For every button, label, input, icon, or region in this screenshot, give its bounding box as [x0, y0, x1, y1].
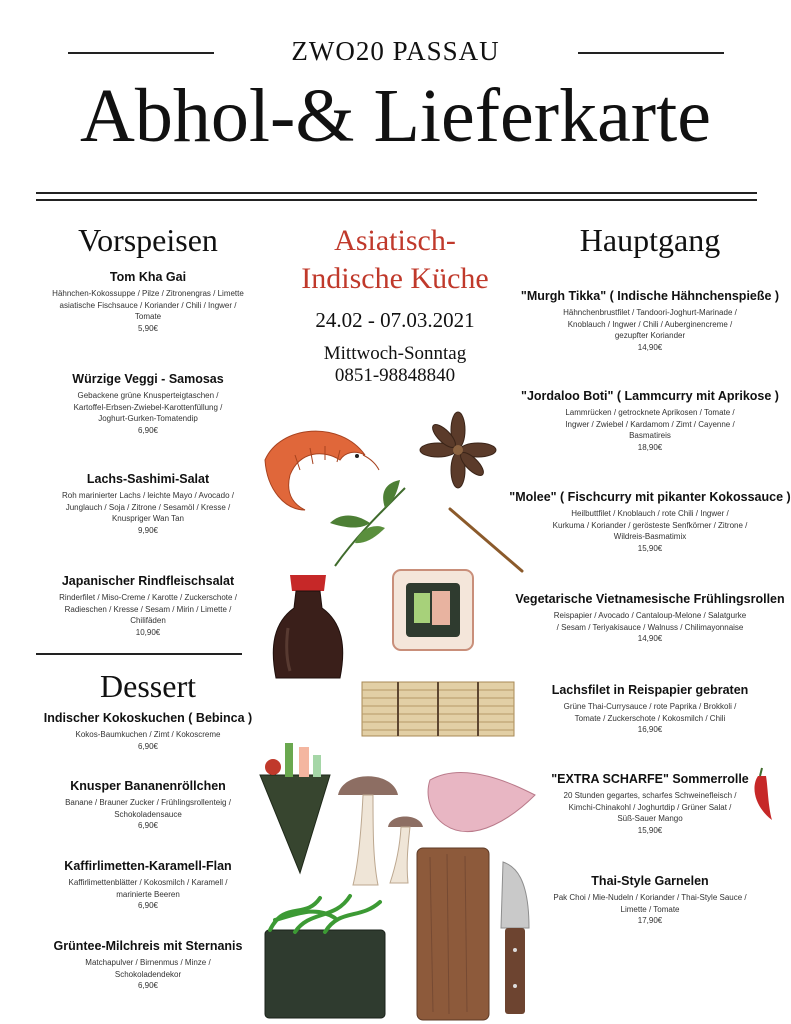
item-name: "Murgh Tikka" ( Indische Hähnchenspieße )	[520, 289, 780, 303]
item-name: Lachs-Sashimi-Salat	[86, 472, 210, 486]
item-price: 17,90€	[637, 916, 663, 925]
dessert-item	[28, 779, 268, 832]
item-desc: Chilifäden	[130, 616, 166, 625]
item-desc: / Sesam / Teriyakisauce / Walnuss / Chilimayonnaise	[556, 622, 744, 632]
item-desc: 20 Stunden gegartes, scharfes Schweinefleisch /	[563, 791, 737, 800]
item-desc: Kurkuma / Koriander / gerösteste Senfkörner / Zitrone /	[552, 520, 748, 530]
temaki-illustration	[255, 735, 335, 875]
dessert-item	[28, 711, 268, 752]
brand-name: ZWO20 PASSAU	[291, 36, 500, 66]
main-item	[508, 389, 791, 453]
dessert-item	[28, 859, 268, 912]
item-price: 5,90€	[137, 323, 159, 333]
item-desc: Schokoladensauce	[114, 809, 182, 819]
item-desc: Schokoladendekor	[114, 969, 182, 979]
seaweed-salad-illustration	[255, 890, 395, 1020]
item-name: Kaffirlimetten-Karamell-Flan	[64, 859, 232, 873]
item-name: Thai-Style Garnelen	[591, 874, 709, 888]
item-desc: Kartoffel-Erbsen-Zwiebel-Karottenfüllung /	[73, 402, 223, 412]
item-name: Grüntee-Milchreis mit Sternanis	[53, 939, 243, 953]
item-name: Knusper Bananenröllchen	[70, 779, 226, 793]
item-desc: Pak Choi / Mie-Nudeln / Koriander / Thai-Style Sauce /	[553, 893, 747, 902]
item-desc: Limette / Tomate	[620, 904, 680, 914]
starters-title: Vorspeisen	[78, 222, 218, 258]
item-desc: Tomate / Zuckerschote / Kokosmilch / Chili	[574, 713, 726, 723]
cuisine-title-line1: Asiatisch-	[334, 224, 456, 257]
item-desc: Matchapulver / Birnenmus / Minze /	[85, 958, 211, 967]
item-desc: Knoblauch / Ingwer / Chili / Auberginencreme /	[567, 319, 733, 329]
garlic-clove-illustration	[425, 765, 537, 845]
item-desc: Rinderfilet / Miso-Creme / Karotte / Zuckerschote /	[59, 593, 237, 602]
soy-sauce-bottle-illustration	[268, 573, 348, 683]
item-name: Vegetarische Vietnamesische Frühlingsrollen	[515, 592, 785, 606]
starter-item	[28, 270, 268, 334]
item-desc: Kimchi-Chinakohl / Joghurtdip / Grüner Salat /	[568, 802, 732, 812]
item-desc: Grüne Thai-Currysauce / rote Paprika / Brokkoli /	[563, 702, 737, 711]
main-item	[508, 490, 791, 554]
center-info	[260, 222, 530, 387]
starter-item	[28, 372, 268, 436]
item-desc: Ingwer / Zwiebel / Kardamom / Zimt / Cayenne /	[565, 419, 735, 429]
item-desc: marinierte Beeren	[116, 889, 180, 899]
item-price: 14,90€	[637, 342, 663, 352]
item-price: 18,90€	[637, 442, 663, 452]
item-desc: Süß-Sauer Mango	[617, 814, 683, 823]
bamboo-mat-illustration	[358, 678, 518, 740]
herb-sprig-illustration	[325, 478, 415, 568]
item-price: 9,90€	[137, 525, 159, 535]
dessert-item	[28, 939, 268, 992]
item-name: Indischer Kokoskuchen ( Bebinca )	[43, 711, 253, 725]
title-rule-bottom	[36, 199, 757, 201]
chili-illustration	[748, 768, 778, 822]
item-desc: asiatische Fischsauce / Koriander / Chili / Ingwer /	[59, 300, 237, 310]
item-desc: Gebackene grüne Knusperteigtaschen /	[77, 391, 219, 400]
item-desc: Roh marinierter Lachs / leichte Mayo / Avocado /	[62, 491, 234, 500]
cutting-board-illustration	[405, 842, 490, 1022]
main-item	[508, 289, 791, 353]
item-desc: Hähnchen-Kokossuppe / Pilze / Zitronengras / Limette	[52, 289, 244, 298]
item-price: 6,90€	[137, 741, 159, 751]
item-name: "EXTRA SCHARFE" Sommerrolle	[551, 772, 749, 786]
knife-illustration	[495, 858, 535, 1018]
title-rule-top	[36, 192, 757, 194]
item-desc: Tomate	[134, 312, 162, 321]
item-name: "Molee" ( Fischcurry mit pikanter Kokossauce )	[509, 490, 791, 504]
item-desc: Wildreis-Basmatimix	[613, 532, 687, 541]
item-price: 6,90€	[137, 901, 159, 910]
item-price: 10,90€	[135, 627, 161, 637]
mains-title: Hauptgang	[579, 222, 721, 258]
item-price: 16,90€	[637, 725, 663, 734]
item-price: 15,90€	[637, 543, 663, 553]
dessert-title: Dessert	[100, 668, 196, 704]
item-name: Lachsfilet in Reispapier gebraten	[551, 683, 749, 697]
item-desc: Lammrücken / getrocknete Aprikosen / Tomate /	[565, 408, 735, 417]
item-name: "Jordaloo Boti" ( Lammcurry mit Aprikose )	[521, 389, 779, 403]
item-desc: Radieschen / Kresse / Sesam / Mirin / Limette /	[64, 604, 232, 614]
item-desc: Banane / Brauner Zucker / Frühlingsrollenteig /	[65, 798, 231, 807]
item-name: Japanischer Rindfleischsalat	[61, 574, 235, 588]
item-price: 6,90€	[137, 821, 159, 830]
sushi-roll-illustration	[388, 565, 478, 655]
item-price: 14,90€	[637, 634, 663, 643]
item-desc: Basmatireis	[629, 431, 671, 440]
date-range: 24.02 - 07.03.2021	[315, 308, 475, 332]
item-name: Tom Kha Gai	[109, 270, 187, 284]
cuisine-title-line2: Indische Küche	[301, 262, 489, 295]
main-item	[508, 592, 791, 645]
dessert-divider	[36, 653, 242, 655]
item-desc: Reispapier / Avocado / Cantaloup-Melone / Salatgurke	[553, 611, 747, 620]
item-price: 6,90€	[137, 425, 159, 435]
main-item	[508, 874, 791, 927]
item-desc: Knuspriger Wan Tan	[111, 514, 185, 523]
star-anise-illustration	[418, 410, 498, 490]
item-desc: Hähnchenbrustfilet / Tandoori-Joghurt-Marinade /	[563, 308, 737, 317]
main-item	[508, 683, 791, 736]
opening-days: Mittwoch-Sonntag	[323, 343, 467, 364]
item-price: 15,90€	[637, 825, 663, 835]
item-desc: Heilbuttfilet / Knoblauch / rote Chili / Ingwer /	[571, 509, 729, 518]
item-name: Würzige Veggi - Samosas	[72, 372, 224, 386]
starter-item	[28, 472, 268, 536]
starter-item	[28, 574, 268, 638]
item-desc: Kaffirlimettenblätter / Kokosmilch / Karamell /	[68, 878, 228, 887]
item-desc: Kokos-Baumkuchen / Zimt / Kokoscreme	[75, 730, 221, 739]
item-desc: gezupfter Koriander	[614, 331, 686, 340]
item-price: 6,90€	[137, 981, 159, 990]
item-desc: Joghurt-Gurken-Tomatendip	[98, 414, 198, 423]
item-desc: Junglauch / Soja / Zitrone / Sesamöl / Kresse /	[65, 502, 231, 512]
page-title: Abhol-& Lieferkarte	[80, 74, 711, 158]
phone-number: 0851-98848840	[334, 365, 456, 386]
